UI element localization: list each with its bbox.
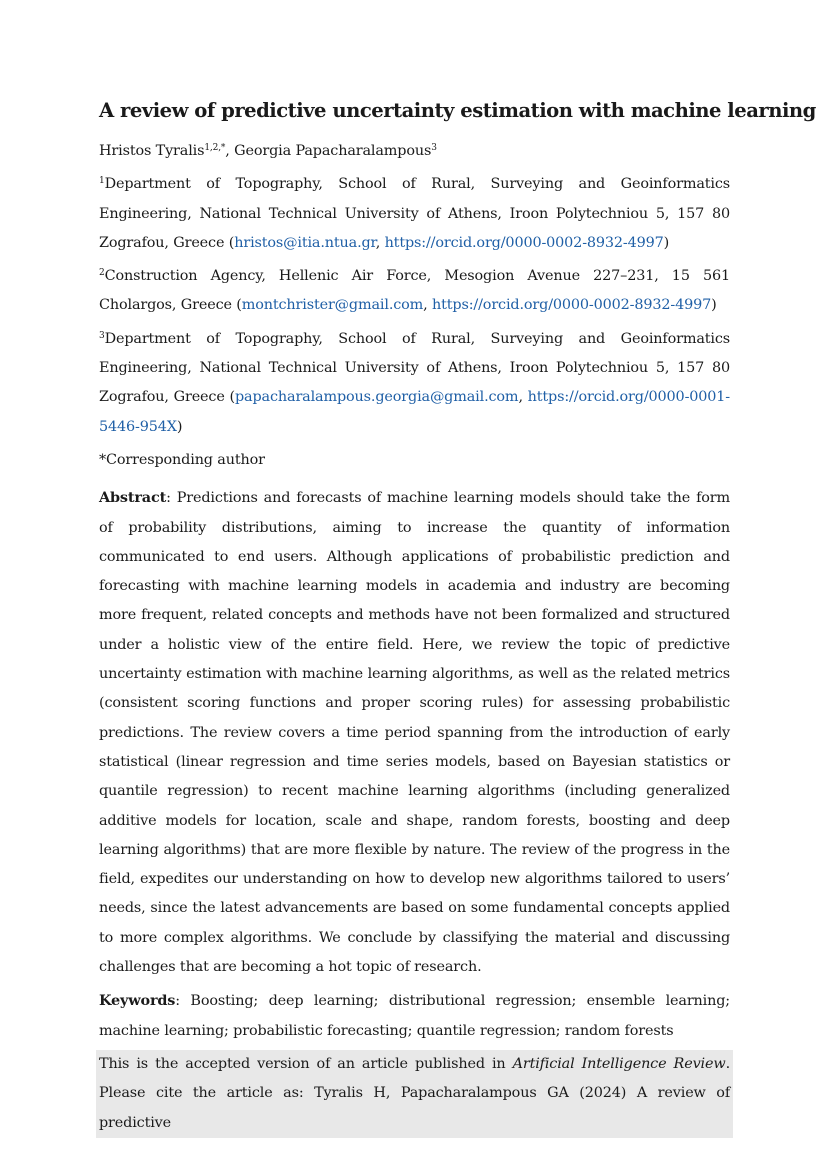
corresponding-author-note: *Corresponding author	[99, 451, 265, 468]
email-link[interactable]: papacharalampous.georgia@gmail.com	[235, 389, 519, 406]
affiliation-number: 2	[99, 268, 105, 279]
affiliation-number: 3	[99, 330, 105, 341]
author-name: Georgia Papacharalampous	[234, 143, 432, 159]
affiliation-number: 1	[99, 176, 105, 187]
abstract	[99, 483, 730, 982]
paren-close: )	[711, 297, 717, 314]
paper-first-page	[99, 96, 816, 1138]
email-link[interactable]: hristos@itia.ntua.gr	[234, 234, 376, 251]
paper-title: A review of predictive uncertainty estimation with machine learning	[99, 99, 816, 122]
affiliation-text: Department of Topography, School of Rural, Surveying and Geoinformatics Engineering, National Technical University of Athens, Iroon Polytechniou 5, 157 80 Zografou, Greece	[99, 330, 730, 406]
affiliation-text: Department of Topography, School of Rural, Surveying and Geoinformatics Engineering, National Technical University of Athens, Iroon Polytechniou 5, 157 80 Zografou, Greece	[99, 176, 730, 251]
paren-close: )	[176, 418, 183, 435]
author-name: Hristos Tyralis	[99, 143, 205, 159]
author-affiliation-marks: 1,2,*	[204, 143, 226, 153]
paren-open: (	[224, 389, 235, 406]
orcid-link[interactable]: https://orcid.org/0000-0002-8932-4997	[432, 297, 712, 314]
paren-open: (	[224, 234, 235, 251]
affiliation-text: Construction Agency, Hellenic Air Force, Mesogion Avenue 227–231, 15 561 Cholargos, Greece	[99, 268, 730, 314]
separator: ,	[518, 389, 528, 406]
notice-text: This is the accepted version of an article published in	[99, 1055, 513, 1072]
notice-text: . Please cite the article as: Tyralis H, Papacharalampous GA (2024) A review of predictive	[99, 1055, 730, 1131]
orcid-link[interactable]: https://orcid.org/0000-0001-5446-954X	[99, 389, 731, 435]
keywords-label: Keywords	[99, 992, 176, 1010]
keywords-text: : Boosting; deep learning; distributional regression; ensemble learning; machine learning; probabilistic forecasting; quantile regression; random forests	[99, 993, 730, 1039]
affiliation	[99, 262, 730, 321]
author-list	[99, 137, 730, 166]
abstract-text: : Predictions and forecasts of machine learning models should take the form of probability distributions, aiming to increase the quantity of information communicated to end users. Although applications of probabilistic prediction and forecasting with machine learning models in academia and industry are becoming more frequent, related concepts and methods have not been formalized and structured under a holistic view of the entire field. Here, we review the topic of predictive uncertainty estimation with machine learning algorithms, as well as the related metrics (consistent scoring functions and proper scoring rules) for assessing probabilistic predictions. The review covers a time period spanning from the introduction of early statistical (linear regression and time series models, based on Bayesian statistics or quantile regression) to recent machine learning algorithms (including generalized additive models for location, scale and shape, random forests, boosting and deep learning algorithms) that are more flexible by nature. The review of the progress in the field, expedites our understanding on how to develop new algorithms tailored to users’ needs, since the latest advancements are based on some fundamental concepts applied to more complex algorithms. We conclude by classifying the material and discussing challenges that are becoming a hot topic of research.	[99, 490, 730, 976]
keywords	[99, 986, 730, 1046]
affiliation	[99, 170, 730, 258]
journal-name: Artificial Intelligence Review	[512, 1055, 726, 1072]
affiliation	[99, 325, 730, 442]
separator: ,	[375, 234, 385, 251]
publication-notice	[96, 1050, 733, 1138]
paren-open: (	[231, 297, 242, 314]
author-separator: ,	[225, 143, 235, 159]
author-affiliation-marks: 3	[431, 143, 437, 153]
orcid-link[interactable]: https://orcid.org/0000-0002-8932-4997	[384, 234, 664, 251]
paren-close: )	[663, 234, 670, 251]
abstract-label: Abstract	[99, 489, 167, 507]
separator: ,	[423, 297, 433, 314]
email-link[interactable]: montchrister@gmail.com	[241, 297, 424, 314]
